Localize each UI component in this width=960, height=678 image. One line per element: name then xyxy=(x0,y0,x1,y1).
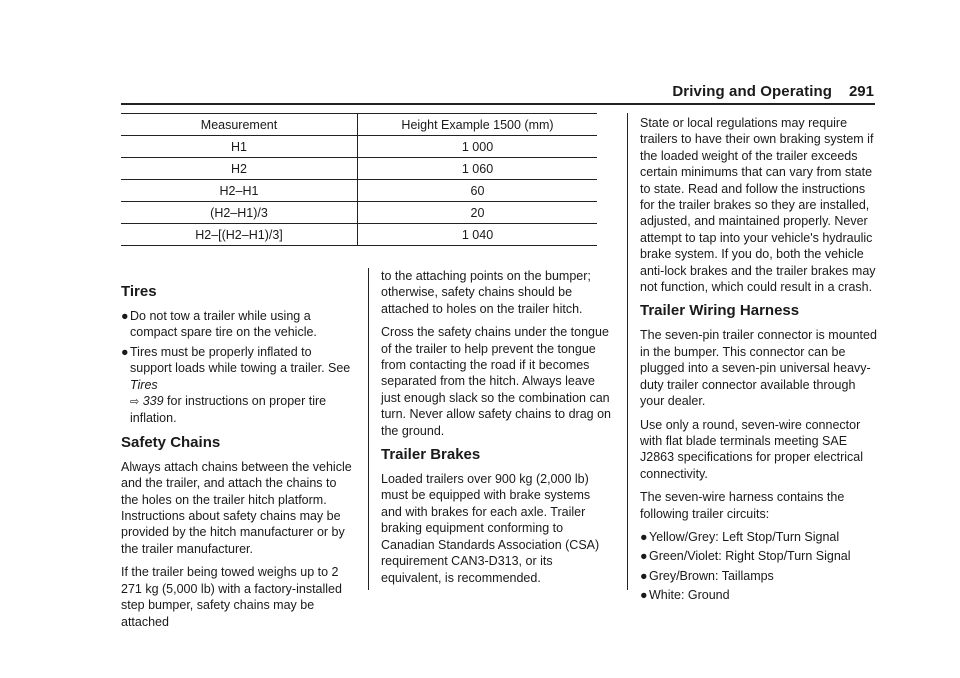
list-item-text: Yellow/Grey: Left Stop/Turn Signal xyxy=(649,529,840,544)
table-cell: 20 xyxy=(358,202,598,224)
table-cell: 60 xyxy=(358,180,598,202)
table-row xyxy=(121,202,597,224)
table-cell: H2–H1 xyxy=(121,180,358,202)
list-item-text: White: Ground xyxy=(649,588,730,603)
list-item xyxy=(121,344,353,427)
table-row xyxy=(121,224,597,246)
table-cell: 1 000 xyxy=(358,136,598,158)
table-row xyxy=(121,180,597,202)
tires-xref-link[interactable]: Tires xyxy=(130,377,158,392)
paragraph: State or local regulations may require trailers to have their own braking system if the loaded weight of the trailer exceeds certain minimums that can vary from state to state. Read and follow the instructions for the trailer brakes so they are installed, adjusted, and maintained properly. Never attempt to tap into your vehicle's hydraulic brake system. If you do, both the vehicle anti-lock brakes and the trailer brakes may not function, which could result in a crash. xyxy=(640,116,876,295)
table-row xyxy=(121,136,597,158)
paragraph: Use only a round, seven-wire connector with flat blade terminals meeting SAE J2863 specifications for proper electrical connectivity. xyxy=(640,417,864,481)
list-item-text: Grey/Brown: Taillamps xyxy=(649,568,774,583)
list-item xyxy=(640,568,880,584)
table-header-cell: Height Example 1500 (mm) xyxy=(358,114,598,136)
paragraph: If the trailer being towed weighs up to 2 271 kg (5,000 lb) with a factory-installed step bumper, safety chains may be attached xyxy=(121,565,342,629)
bullet-icon: ● xyxy=(640,588,648,603)
paragraph: The seven-wire harness contains the following trailer circuits: xyxy=(640,490,845,521)
column-divider xyxy=(368,268,369,590)
bullet-icon: ● xyxy=(121,344,129,359)
header-rule xyxy=(121,103,875,105)
column-divider xyxy=(627,113,628,590)
paragraph: Always attach chains between the vehicle and the trailer, and attach the chains to the holes on the trailer hitch platform. Instructions about safety chains may be provided by the hitch manufacturer or by the trailer manufacturer. xyxy=(121,459,352,556)
bullet-icon: ● xyxy=(121,309,129,323)
header-section-title: Driving and Operating xyxy=(672,83,832,100)
column-3 xyxy=(640,115,880,611)
list-item-text: Tires must be properly inflated to support loads while towing a trailer. See xyxy=(130,344,351,376)
paragraph: Loaded trailers over 900 kg (2,000 lb) must be equipped with brake systems and with brakes for each axle. Trailer braking equipment conforming to Canadian Standards Association (CSA) requirement CAN3-D313, or its equivalent, is recommended. xyxy=(381,472,600,585)
table-header-cell: Measurement xyxy=(121,114,358,136)
table-cell: (H2–H1)/3 xyxy=(121,202,358,224)
tires-heading: Tires xyxy=(121,283,157,300)
bullet-icon: ● xyxy=(640,529,648,544)
list-item-text: Green/Violet: Right Stop/Turn Signal xyxy=(649,549,851,564)
tires-xref-page[interactable]: 339 xyxy=(142,394,164,409)
list-item xyxy=(640,587,880,603)
column-2 xyxy=(381,268,613,593)
table-row xyxy=(121,158,597,180)
paragraph: The seven-pin trailer connector is mounted in the bumper. This connector can be plugged into a seven-pin universal heavy-duty trailer connector available through your dealer. xyxy=(640,328,877,409)
table-cell: H2–[(H2–H1)/3] xyxy=(121,224,358,246)
list-item xyxy=(640,529,880,545)
table-cell: H2 xyxy=(121,158,358,180)
table-cell: 1 060 xyxy=(358,158,598,180)
page-number: 291 xyxy=(848,83,874,100)
safety-chains-heading: Safety Chains xyxy=(121,433,221,451)
paragraph: Cross the safety chains under the tongue of the trailer to help prevent the tongue from contacting the road if it becomes separated from the hitch. Always leave just enough slack so the combination can turn. Never allow safety chains to drag on the ground. xyxy=(381,325,611,438)
xref-arrow-icon: ⇨ xyxy=(130,396,140,409)
trailer-wiring-heading: Trailer Wiring Harness xyxy=(640,302,800,320)
circuit-list xyxy=(640,529,880,604)
trailer-brakes-heading: Trailer Brakes xyxy=(381,446,481,464)
list-item xyxy=(640,548,880,564)
tires-list xyxy=(121,308,353,427)
table-cell: 1 040 xyxy=(358,224,598,246)
column-1 xyxy=(121,283,353,637)
bullet-icon: ● xyxy=(640,549,648,564)
table-cell: H1 xyxy=(121,136,358,158)
list-item-text: Do not tow a trailer while using a compact spare tire on the vehicle. xyxy=(130,309,317,340)
list-item-text: for instructions on proper tire inflation. xyxy=(130,394,327,426)
measurement-table xyxy=(121,113,597,246)
table-header-row xyxy=(121,114,597,136)
paragraph: to the attaching points on the bumper; otherwise, safety chains should be attached to holes on the trailer hitch. xyxy=(381,269,591,316)
list-item xyxy=(121,308,353,341)
bullet-icon: ● xyxy=(640,568,648,583)
